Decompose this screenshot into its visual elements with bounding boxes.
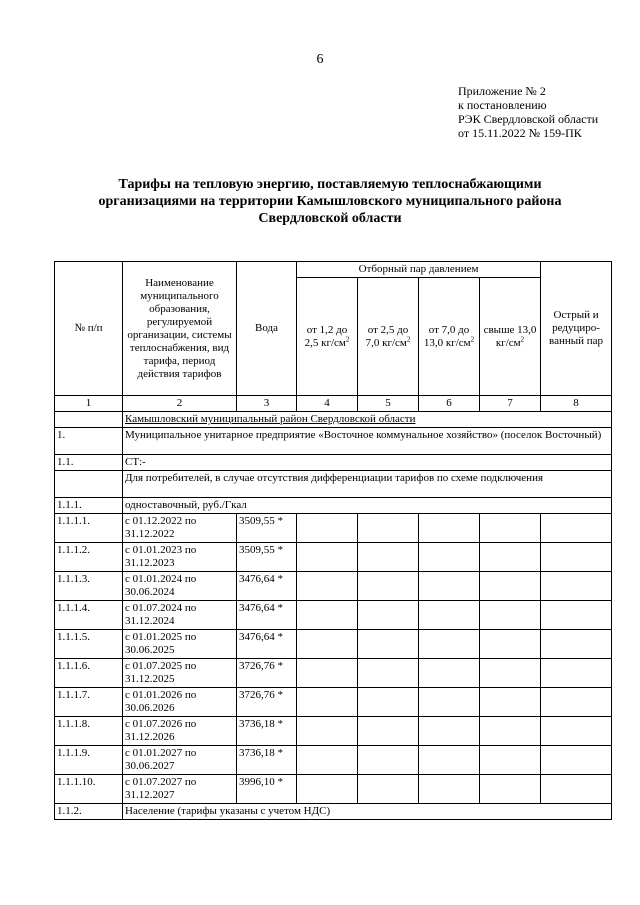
water-tariff-cell: 3476,64 * (237, 630, 297, 659)
header-num: № п/п (55, 262, 123, 396)
steam-cell-4 (480, 630, 541, 659)
table-row (55, 746, 612, 775)
row-number: 1.1.1.4. (55, 601, 123, 630)
population-label: Население (тарифы указаны с учетом НДС) (123, 804, 612, 820)
tariff-type-row (55, 498, 612, 514)
row-number: 1.1. (55, 455, 123, 471)
header-steam-3: от 7,0 до 13,0 $кг/см^2$ (419, 278, 480, 396)
steam-cell-2 (358, 514, 419, 543)
row-number: 1.1.1. (55, 498, 123, 514)
sharp-steam-cell (541, 659, 612, 688)
steam-cell-2 (358, 601, 419, 630)
steam-cell-1 (297, 775, 358, 804)
steam-cell-3 (419, 514, 480, 543)
consumers-row (55, 471, 612, 498)
steam-cell-1 (297, 717, 358, 746)
tariff-type-label: одноставочный, руб./Гкал (123, 498, 612, 514)
steam-cell-4 (480, 688, 541, 717)
organization-name: Муниципальное унитарное предприятие «Восточное коммунальное хозяйство» (поселок Восточный) (123, 428, 612, 455)
steam-cell-1 (297, 601, 358, 630)
period-cell: с 01.12.2022 по 31.12.2022 (123, 514, 237, 543)
row-number: 1.1.1.1. (55, 514, 123, 543)
column-number: 1 (55, 396, 123, 412)
appendix-line: РЭК Свердловской области (458, 112, 599, 126)
steam-cell-2 (358, 572, 419, 601)
steam-cell-1 (297, 688, 358, 717)
column-number: 6 (419, 396, 480, 412)
period-cell: с 01.01.2027 по 30.06.2027 (123, 746, 237, 775)
steam-cell-2 (358, 630, 419, 659)
header-water: Вода (237, 262, 297, 396)
column-number: 3 (237, 396, 297, 412)
system-row (55, 455, 612, 471)
table-row (55, 543, 612, 572)
steam-cell-2 (358, 775, 419, 804)
district-name: Камышловский муниципальный район Свердловской области (123, 412, 612, 428)
appendix-line: Приложение № 2 (458, 84, 546, 98)
water-tariff-cell: 3736,18 * (237, 746, 297, 775)
steam-cell-4 (480, 659, 541, 688)
column-number: 4 (297, 396, 358, 412)
appendix-line: от 15.11.2022 № 159-ПК (458, 126, 582, 140)
water-tariff-cell: 3726,76 * (237, 688, 297, 717)
sharp-steam-cell (541, 746, 612, 775)
steam-cell-2 (358, 659, 419, 688)
header-steam-2: от 2,5 до 7,0 $кг/см^2$ (358, 278, 419, 396)
header-steam-1: от 1,2 до 2,5 $кг/см^2$ (297, 278, 358, 396)
steam-cell-1 (297, 630, 358, 659)
sharp-steam-cell (541, 717, 612, 746)
steam-cell-4 (480, 775, 541, 804)
steam-cell-1 (297, 514, 358, 543)
row-number: 1.1.1.8. (55, 717, 123, 746)
table-row (55, 688, 612, 717)
period-cell: с 01.07.2026 по 31.12.2026 (123, 717, 237, 746)
steam-cell-3 (419, 717, 480, 746)
period-cell: с 01.01.2023 по 31.12.2023 (123, 543, 237, 572)
steam-cell-1 (297, 746, 358, 775)
row-number: 1. (55, 428, 123, 455)
column-number: 8 (541, 396, 612, 412)
water-tariff-cell: 3736,18 * (237, 717, 297, 746)
column-number: 5 (358, 396, 419, 412)
column-numbers-row (55, 396, 612, 412)
row-number: 1.1.1.3. (55, 572, 123, 601)
steam-cell-1 (297, 543, 358, 572)
sharp-steam-cell (541, 775, 612, 804)
system-label: СТ:- (123, 455, 612, 471)
header-sharp-steam: Острый и редуциро-ванный пар (541, 262, 612, 396)
steam-cell-4 (480, 601, 541, 630)
column-number: 7 (480, 396, 541, 412)
period-cell: с 01.07.2025 по 31.12.2025 (123, 659, 237, 688)
table-row (55, 572, 612, 601)
steam-cell-4 (480, 717, 541, 746)
sharp-steam-cell (541, 688, 612, 717)
steam-cell-4 (480, 572, 541, 601)
header-steam-4: свыше 13,0 $кг/см^2$ (480, 278, 541, 396)
row-number: 1.1.1.5. (55, 630, 123, 659)
tariff-table (54, 261, 612, 820)
column-number: 2 (123, 396, 237, 412)
appendix-line: к постановлению (458, 98, 547, 112)
water-tariff-cell: 3509,55 * (237, 514, 297, 543)
row-number: 1.1.1.2. (55, 543, 123, 572)
row-number: 1.1.1.9. (55, 746, 123, 775)
steam-cell-3 (419, 601, 480, 630)
table-row (55, 601, 612, 630)
period-cell: с 01.07.2024 по 31.12.2024 (123, 601, 237, 630)
steam-cell-3 (419, 630, 480, 659)
water-tariff-cell: 3726,76 * (237, 659, 297, 688)
page-number: 6 (316, 52, 324, 67)
sharp-steam-cell (541, 572, 612, 601)
header-steam-group: Отборный пар давлением (297, 262, 541, 278)
sharp-steam-cell (541, 543, 612, 572)
steam-cell-3 (419, 659, 480, 688)
table-row (55, 514, 612, 543)
steam-cell-4 (480, 543, 541, 572)
steam-cell-2 (358, 688, 419, 717)
steam-cell-3 (419, 746, 480, 775)
table-row (55, 775, 612, 804)
water-tariff-cell: 3996,10 * (237, 775, 297, 804)
population-row (55, 804, 612, 820)
row-number: 1.1.2. (55, 804, 123, 820)
water-tariff-cell: 3476,64 * (237, 572, 297, 601)
appendix-block (458, 84, 598, 140)
consumers-note: Для потребителей, в случае отсутствия дифференциации тарифов по схеме подключения (123, 471, 612, 498)
steam-cell-3 (419, 775, 480, 804)
row-number: 1.1.1.10. (55, 775, 123, 804)
period-cell: с 01.07.2027 по 31.12.2027 (123, 775, 237, 804)
steam-cell-4 (480, 746, 541, 775)
period-cell: с 01.01.2024 по 30.06.2024 (123, 572, 237, 601)
steam-cell-2 (358, 746, 419, 775)
sharp-steam-cell (541, 630, 612, 659)
table-row (55, 630, 612, 659)
table-row (55, 659, 612, 688)
water-tariff-cell: 3509,55 * (237, 543, 297, 572)
district-row (55, 412, 612, 428)
steam-cell-2 (358, 543, 419, 572)
steam-cell-1 (297, 659, 358, 688)
period-cell: с 01.01.2025 по 30.06.2025 (123, 630, 237, 659)
steam-cell-4 (480, 514, 541, 543)
water-tariff-cell: 3476,64 * (237, 601, 297, 630)
organization-row (55, 428, 612, 455)
period-cell: с 01.01.2026 по 30.06.2026 (123, 688, 237, 717)
steam-cell-3 (419, 543, 480, 572)
document-title: Тарифы на тепловую энергию, поставляемую теплоснабжающими организациями на территории Камышловского муниципального района Свердловской области (98, 177, 562, 226)
row-number: 1.1.1.6. (55, 659, 123, 688)
steam-cell-3 (419, 688, 480, 717)
sharp-steam-cell (541, 514, 612, 543)
sharp-steam-cell (541, 601, 612, 630)
steam-cell-1 (297, 572, 358, 601)
steam-cell-2 (358, 717, 419, 746)
table-row (55, 717, 612, 746)
steam-cell-3 (419, 572, 480, 601)
row-number: 1.1.1.7. (55, 688, 123, 717)
header-name: Наименование муниципального образования, регулируемой организации, системы теплоснабжения, вид тарифа, период действия тарифов (123, 262, 237, 396)
